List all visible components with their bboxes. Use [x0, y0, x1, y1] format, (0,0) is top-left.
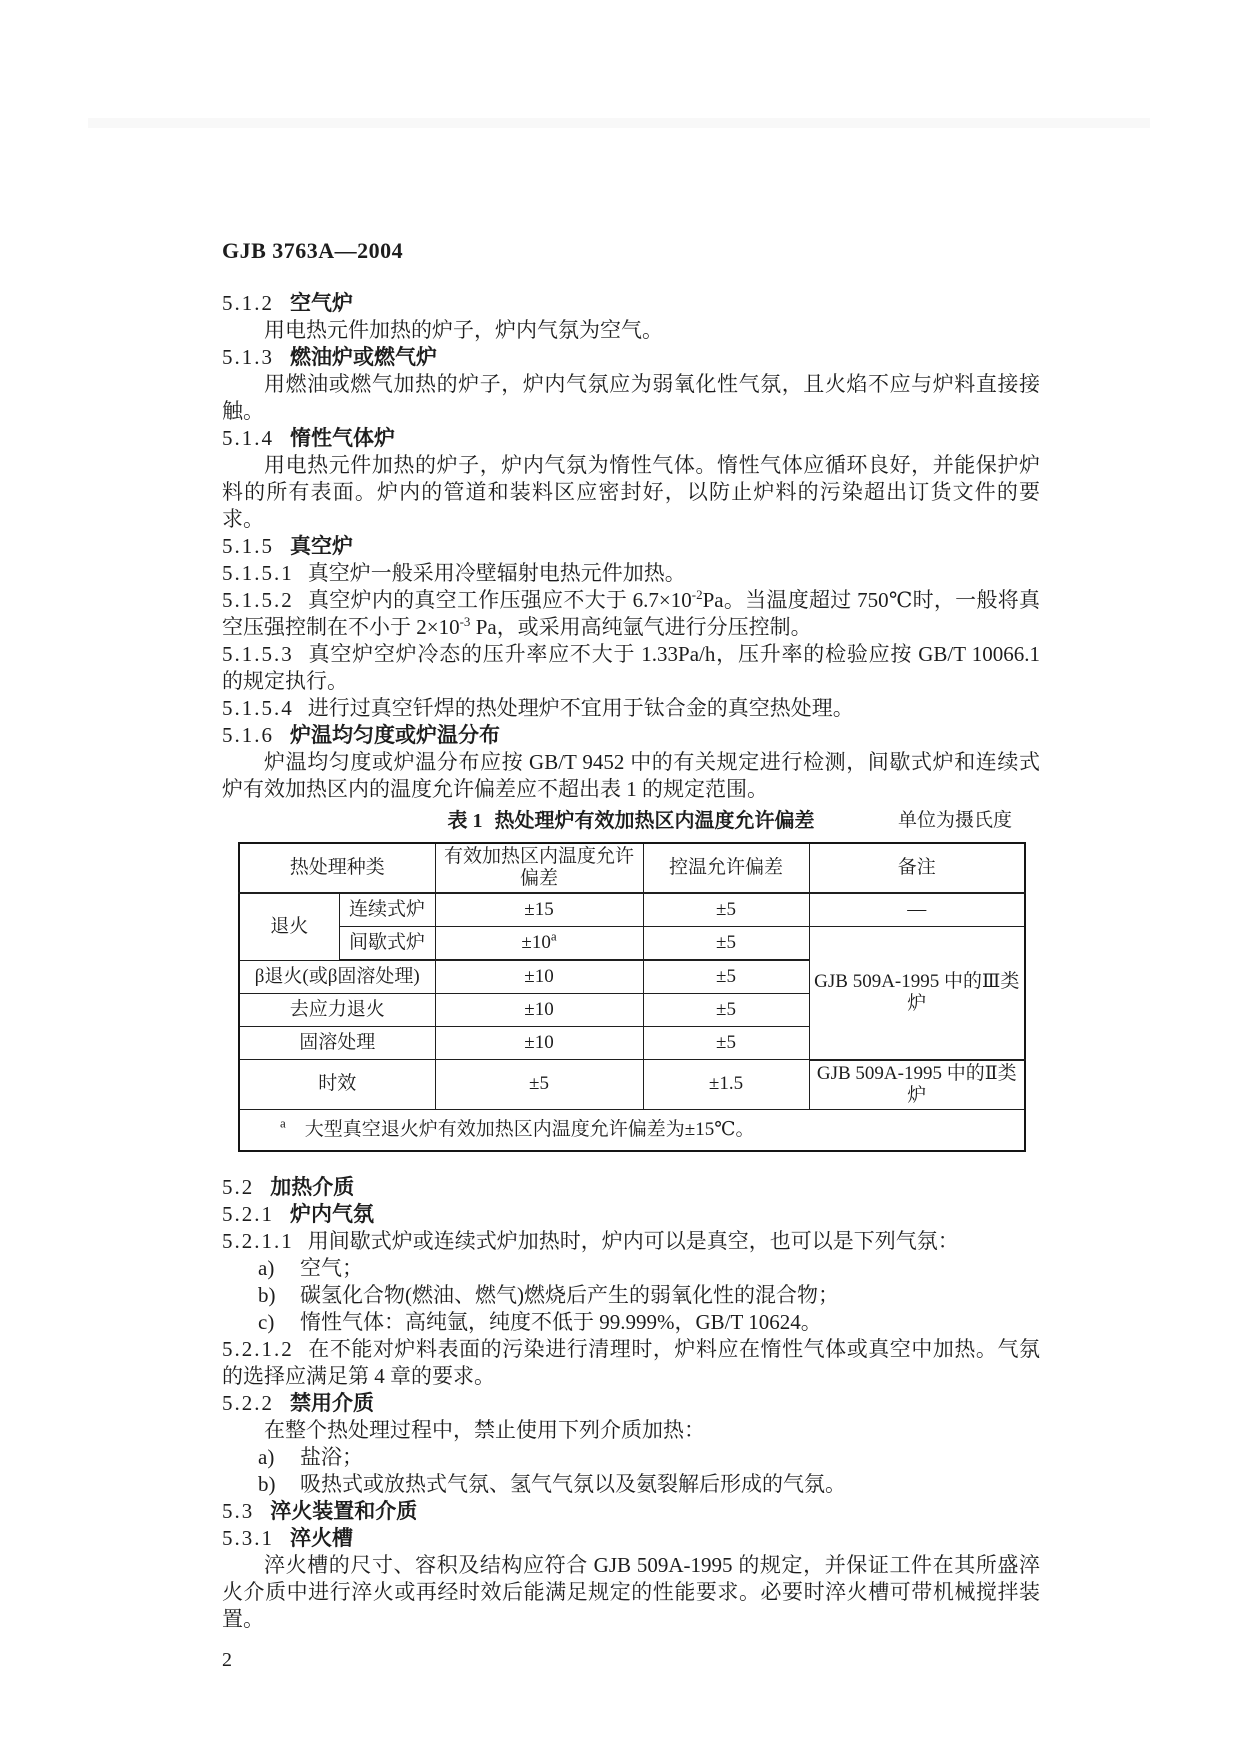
clause-text: Pa，或采用高纯氩气进行分压控制。 [470, 615, 812, 639]
list-marker: a) [258, 1255, 275, 1280]
clause-number: 5.2.1 [222, 1201, 274, 1226]
clause-number: 5.1.4 [222, 426, 274, 450]
footnote-marker: a [550, 928, 557, 944]
col-header-remark: 备注 [809, 843, 1025, 893]
footnote-marker: a [280, 1115, 286, 1131]
clause-number: 5.3 [222, 1498, 255, 1523]
cell-kind: 固溶处理 [239, 1027, 435, 1060]
clause-number: 5.2.2 [222, 1390, 274, 1415]
cell-control-deviation: ±1.5 [643, 1060, 809, 1110]
heading-5-3 [222, 1498, 1040, 1525]
list-text: 空气； [300, 1255, 363, 1280]
table-footnote-row [239, 1109, 1025, 1151]
heading-5-1-6 [222, 722, 1040, 749]
heading-5-1-2 [222, 290, 1040, 317]
doc-code: GJB 3763A—2004 [222, 238, 404, 263]
table-header-row [239, 843, 1025, 893]
clause-text: 进行过真空钎焊的热处理炉不宜用于钛合金的真空热处理。 [307, 696, 854, 720]
paragraph-5-2-2: 在整个热处理过程中，禁止使用下列介质加热： [264, 1417, 705, 1442]
cell-zone-deviation [435, 927, 643, 961]
clause-text: 真空炉内的真空工作压强应不大于 6.7×10 [307, 588, 692, 612]
clause-5-2-1-2 [222, 1336, 1040, 1390]
paragraph-5-3-1: 淬火槽的尺寸、容积及结构应符合 GJB 509A-1995 的规定，并保证工件在其所盛淬火介质中进行淬火或再经时效后能满足规定的性能要求。必要时淬火槽可带机械搅拌装置。 [222, 1552, 1040, 1631]
heading-title: 加热介质 [270, 1174, 355, 1199]
heading-5-2-2 [222, 1390, 1040, 1417]
heading-title: 惰性气体炉 [290, 426, 395, 450]
paragraph-5-1-6: 炉温均匀度或炉温分布应按 GB/T 9452 中的有关规定进行检测，间歇式炉和连续式炉有效加热区内的温度允许偏差应不超出表 1 的规定范围。 [222, 750, 1040, 801]
cell-furnace: 间歇式炉 [339, 927, 435, 961]
clause-number: 5.2 [222, 1174, 255, 1199]
table-row-intermittent [239, 927, 1025, 961]
cell-value: ±10 [521, 932, 551, 953]
clause-number: 5.3.1 [222, 1525, 274, 1550]
clause-number: 5.2.1.1 [222, 1228, 294, 1253]
table-row-continuous [239, 893, 1025, 927]
list-marker: b) [258, 1282, 276, 1307]
list-item-b-forbidden [222, 1471, 1040, 1498]
cell-remark: GJB 509A-1995 中的Ⅱ类炉 [809, 1060, 1025, 1110]
cell-control-deviation: ±5 [643, 960, 809, 994]
list-text: 吸热式或放热式气氛、氢气气氛以及氨裂解后形成的气氛。 [300, 1471, 846, 1496]
heading-title: 淬火槽 [290, 1525, 353, 1550]
list-item-a-forbidden [222, 1444, 1040, 1471]
cell-control-deviation: ±5 [643, 893, 809, 927]
heading-title: 淬火装置和介质 [270, 1498, 418, 1523]
page-content [222, 237, 1040, 1674]
list-marker: c) [258, 1309, 275, 1334]
clause-number: 5.1.5 [222, 534, 274, 558]
heading-5-2-1 [222, 1201, 1040, 1228]
list-text: 惰性气体：高纯氩，纯度不低于 99.999%，GB/T 10624。 [300, 1309, 822, 1334]
cell-kind: 去应力退火 [239, 994, 435, 1027]
heading-5-3-1 [222, 1525, 1040, 1552]
table-1-temperature-deviation [238, 842, 1026, 1152]
clause-text: 在不能对炉料表面的污染进行清理时，炉料应在惰性气体或真空中加热。气氛的选择应满足第 4 章的要求。 [222, 1336, 1040, 1388]
heading-5-1-4 [222, 425, 1040, 452]
cell-zone-deviation: ±10 [435, 994, 643, 1027]
list-item-a-atmosphere [222, 1255, 1040, 1282]
list-text: 盐浴； [300, 1444, 363, 1469]
cell-control-deviation: ±5 [643, 927, 809, 961]
paragraph-5-1-3: 用燃油或燃气加热的炉子，炉内气氛应为弱氧化性气氛，且火焰不应与炉料直接接触。 [222, 372, 1040, 423]
table-row-aging [239, 1060, 1025, 1110]
cell-zone-deviation: ±5 [435, 1060, 643, 1110]
clause-number: 5.1.2 [222, 291, 274, 315]
exponent: -2 [691, 587, 703, 602]
cell-furnace: 连续式炉 [339, 893, 435, 927]
heading-title: 禁用介质 [290, 1390, 374, 1415]
page-number: 2 [222, 1648, 232, 1671]
paragraph-5-1-2: 用电热元件加热的炉子，炉内气氛为空气。 [264, 318, 663, 342]
cell-zone-deviation: ±10 [435, 1027, 643, 1060]
col-header-kind: 热处理种类 [239, 843, 435, 893]
table-caption-title: 热处理炉有效加热区内温度允许偏差 [494, 810, 815, 832]
heading-title: 炉温均匀度或炉温分布 [290, 723, 500, 747]
cell-zone-deviation: ±10 [435, 960, 643, 994]
cell-control-deviation: ±5 [643, 994, 809, 1027]
clause-5-2-1-1 [222, 1228, 1040, 1255]
cell-zone-deviation: ±15 [435, 893, 643, 927]
clause-number: 5.1.5.4 [222, 696, 294, 720]
cell-remark-merged: GJB 509A-1995 中的Ⅲ类炉 [809, 927, 1025, 1060]
clause-number: 5.1.5.2 [222, 588, 294, 612]
cell-annealing-group: 退火 [239, 893, 339, 960]
clause-number: 5.1.3 [222, 345, 274, 369]
cell-control-deviation: ±5 [643, 1027, 809, 1060]
cell-kind: β退火(或β固溶处理) [239, 960, 435, 994]
table-unit-note: 单位为摄氏度 [897, 810, 1012, 831]
clause-number: 5.1.6 [222, 723, 274, 747]
heading-title: 真空炉 [290, 534, 353, 558]
clause-number: 5.1.5.1 [222, 561, 294, 585]
clause-text: 真空炉一般采用冷壁辐射电热元件加热。 [307, 561, 686, 585]
exponent: -3 [459, 614, 471, 629]
clause-text: 真空炉空炉冷态的压升率应不大于 1.33Pa/h，压升率的检验应按 GB/T 10066.1 的规定执行。 [222, 642, 1040, 693]
heading-title: 空气炉 [290, 291, 353, 315]
list-item-c-atmosphere [222, 1309, 1040, 1336]
clause-text: Pa。当温度超过 750℃时，一般将真空压强控制在不小于 2×10 [222, 588, 1040, 639]
table-caption [222, 808, 1040, 834]
paragraph-5-1-4: 用电热元件加热的炉子，炉内气氛为惰性气体。惰性气体应循环良好，并能保护炉料的所有表面。炉内的管道和装料区应密封好，以防止炉料的污染超出订货文件的要求。 [222, 453, 1040, 531]
cell-kind: 时效 [239, 1060, 435, 1110]
clause-5-1-5-2 [222, 587, 1040, 641]
col-header-control-deviation: 控温允许偏差 [643, 843, 809, 893]
clause-5-1-5-3 [222, 641, 1040, 695]
col-header-zone-deviation: 有效加热区内温度允许偏差 [435, 843, 643, 893]
clause-number: 5.1.5.3 [222, 642, 294, 666]
clause-text: 用间歇式炉或连续式炉加热时，炉内可以是真空，也可以是下列气氛： [307, 1228, 959, 1253]
clause-number: 5.2.1.2 [222, 1336, 294, 1361]
list-text: 碳氢化合物(燃油、燃气)燃烧后产生的弱氧化性的混合物； [300, 1282, 839, 1307]
list-item-b-atmosphere [222, 1282, 1040, 1309]
clause-5-1-5-1 [222, 560, 1040, 587]
heading-5-1-3 [222, 344, 1040, 371]
footnote-text: 大型真空退火炉有效加热区内温度允许偏差为±15℃。 [285, 1118, 755, 1140]
heading-5-1-5 [222, 533, 1040, 560]
table-caption-label: 表 1 [447, 810, 483, 832]
heading-title: 燃油炉或燃气炉 [290, 345, 437, 369]
cell-remark: — [809, 893, 1025, 927]
list-marker: a) [258, 1444, 275, 1469]
heading-title: 炉内气氛 [290, 1201, 374, 1226]
list-marker: b) [258, 1471, 276, 1496]
clause-5-1-5-4 [222, 695, 1040, 722]
table-footnote [239, 1109, 1025, 1151]
heading-5-2 [222, 1174, 1040, 1201]
scan-artifact-band [88, 118, 1150, 128]
